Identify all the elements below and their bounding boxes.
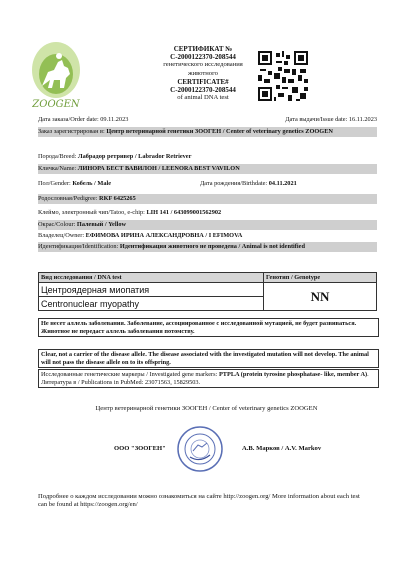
center-line: Центр ветеринарной генетики ЗООГЕН / Center of veterinary genetics ZOOGEN [95, 405, 318, 412]
birth-label: Дата рождения/Birthdate: [200, 180, 269, 187]
cert-title-en: CERTIFICATE# [177, 77, 229, 86]
chip-row [38, 209, 377, 217]
breed-label: Порода/Breed: [38, 153, 78, 160]
gender-value: Кобель / Male [72, 180, 112, 187]
owner-row [38, 232, 377, 240]
order-registered-row [38, 127, 377, 137]
logo-lettering: ZOOGEN [32, 99, 80, 110]
markers-suffix: . Литература в / Publications in PubMed: 23071563, 15829503. [41, 371, 369, 386]
breed-value: Лабрадор ретривер / Labrador Retriever [77, 153, 192, 160]
name-value: ЛИНОРА БЕСТ ВАВИЛОН / LEENORA BEST VAVILON [77, 165, 240, 172]
test-name-en: Centronuclear myopathy [39, 297, 264, 311]
pedigree-row [38, 194, 377, 204]
result-en: Clear, not a carrier of the disease allele. The disease associated with the investigated mutation will not develop. The animal will not pass the disease allele on to its offspring. [38, 349, 379, 368]
zoogen-logo [24, 40, 88, 114]
test-name-ru: Центроядерная миопатия [39, 283, 264, 297]
cert-subtitle-ru-2: животного [188, 69, 218, 77]
order-registered-value: Центр ветеринарной генетики ЗООГЕН / Center of veterinary genetics ZOOGEN [106, 128, 333, 135]
order-date: Дата заказа/Order date: 09.11.2023 [38, 116, 129, 123]
dna-test-table [38, 272, 377, 311]
chip-label: Клеймо, электронный чип/Tatoo, e-chip: [38, 209, 147, 216]
cert-subtitle-en: of animal DNA test [177, 94, 229, 102]
footer-note: Подробнее о каждом исследовании можно ознакомиться на сайте http://zoogen.org/ More information about each test can be found at https://zoogen.org/en/ [38, 493, 360, 508]
cert-number-2: C-2000122370-208544 [170, 86, 236, 95]
markers-prefix: Исследованные генетические маркеры / Investigated gene markers: [41, 371, 219, 378]
signatory-name: А.В. Марков / A.V. Markov [242, 445, 322, 452]
name-label: Кличка/Name: [38, 165, 78, 172]
company-name: ООО "ЗООГЕН" [114, 445, 166, 452]
gender-birth-row [38, 180, 377, 188]
issue-date: Дата выдачи/Issue date: 16.11.2023 [285, 116, 377, 123]
cert-number-1: C-2000122370-208544 [170, 53, 236, 62]
gender-label: Пол/Gender: [38, 180, 73, 187]
breed-row [38, 153, 377, 161]
dates-row [38, 116, 377, 124]
cert-subtitle-ru-1: генетического исследования [163, 61, 243, 69]
gene-markers [38, 369, 379, 388]
birth-value: 04.11.2021 [268, 180, 297, 187]
certificate-title [140, 45, 266, 102]
identification-row [38, 242, 377, 252]
pedigree-label: Родословная/Pedigree: [38, 195, 100, 202]
markers-gene: PTPLA (protein tyrosine phosphatase- like, member A) [218, 371, 368, 378]
identification-value: Идентификация животного не проведена / Animal is not identified [119, 243, 305, 250]
identification-label: Идентификация/Identification: [38, 243, 120, 250]
owner-label: Владелец/Owner: [38, 232, 86, 239]
owner-value: ЕФИМОВА ИРИНА АЛЕКСАНДРОВНА / I EFIMOVA [85, 232, 243, 239]
colour-label: Окрас/Colour: [38, 221, 77, 228]
pedigree-value: RKF 6425265 [99, 195, 136, 202]
chip-value: LIH 141 / 643099001562902 [146, 209, 222, 216]
col-header-genotype: Генотип / Genotype [264, 273, 377, 283]
cert-title-ru: СЕРТИФИКАТ № [173, 45, 233, 53]
colour-value: Палевый / Yellow [76, 221, 127, 228]
result-ru: Не несет аллель заболевания. Заболевание, ассоциированное с исследованной мутацией, не будет развиваться. Животное не передаст аллель заболевания потомству. [38, 318, 379, 337]
col-header-test: Вид исследования / DNA test [39, 273, 264, 283]
company-stamp [176, 425, 224, 473]
qr-code [256, 49, 310, 103]
colour-row [38, 220, 377, 230]
order-registered-label: Заказ зарегистрирован в: [38, 128, 107, 135]
name-row [38, 164, 377, 174]
genotype-value: NN [264, 283, 377, 311]
